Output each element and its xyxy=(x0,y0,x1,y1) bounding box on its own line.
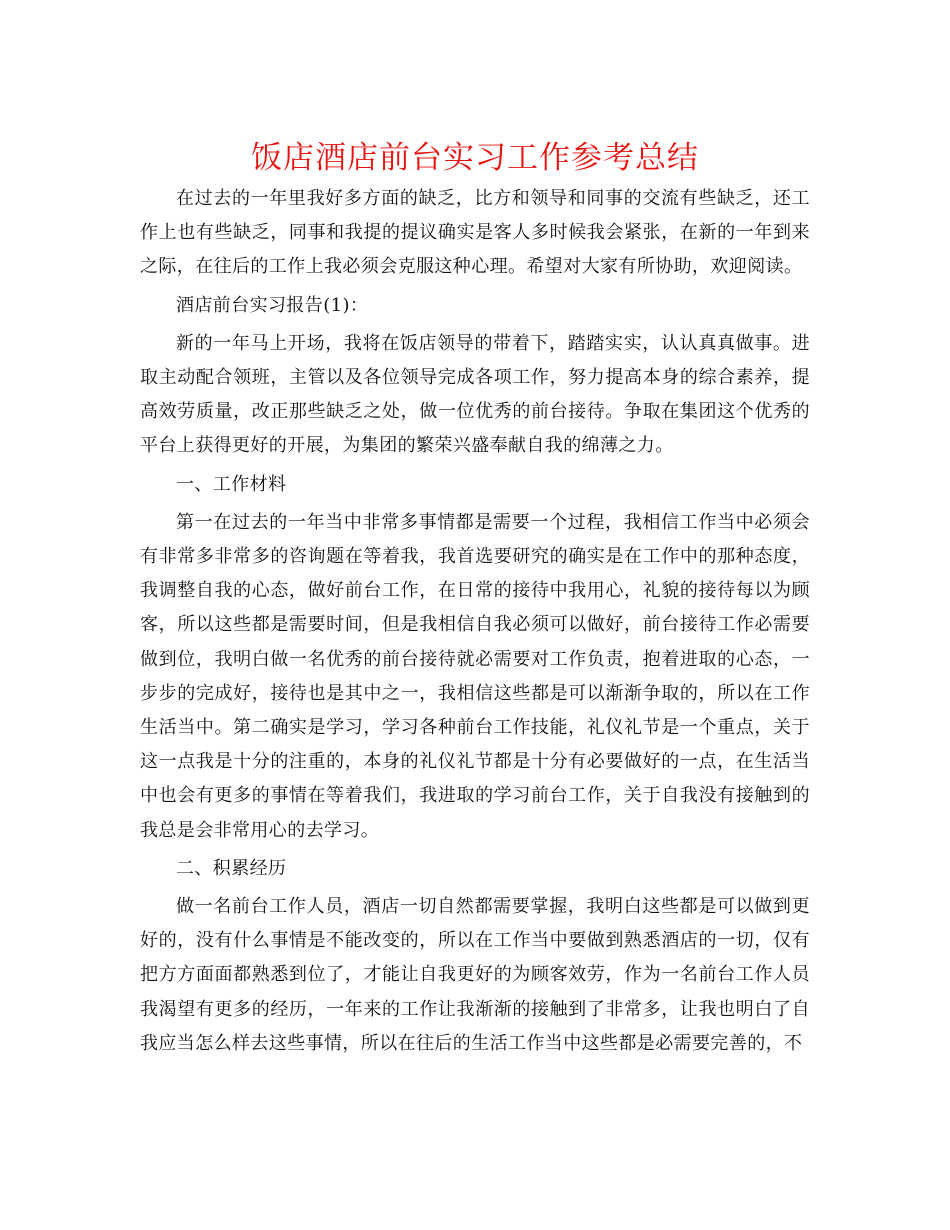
section-heading-experience: 二、积累经历 xyxy=(176,857,287,879)
intro-paragraph: 在过去的一年里我好多方面的缺乏，比方和领导和同事的交流有些缺乏，还工作上也有些缺乏，同事和我提的提议确实是客人多时候我会紧张，在新的一年到来之际，在往后的工作上我必须会克服这种心理。希望对大家有所协助，欢迎阅读。 xyxy=(140,188,810,278)
report-subtitle: 酒店前台实习报告(1)： xyxy=(176,294,369,316)
document-title: 饭店酒店前台实习工作参考总结 xyxy=(251,140,699,176)
body-paragraph: 第一在过去的一年当中非常多事情都是需要一个过程，我相信工作当中必须会有非常多非常多的咨询题在等着我，我首选要研究的确实是在工作中的那种态度，我调整自我的心态，做好前台工作，在日常的接待中我用心，礼貌的接待每以为顾客，所以这些都是需要时间，但是我相信自我必须可以做好，前台接待工作必需要做到位，我明白做一名优秀的前台接待就必需要对工作负责，抱着进取的心态，一步步的完成好，接待也是其中之一，我相信这些都是可以渐渐争取的，所以在工作生活当中。第二确实是学习，学习各种前台工作技能，礼仪礼节是一个重点，关于这一点我是十分的注重的，本身的礼仪礼节都是十分有必要做好的一点，在生活当中也会有更多的事情在等着我们，我进取的学习前台工作，关于自我没有接触到的我总是会非常用心的去学习。 xyxy=(140,511,810,841)
section-heading-work-materials: 一、工作材料 xyxy=(176,473,287,495)
body-paragraph: 做一名前台工作人员，酒店一切自然都需要掌握，我明白这些都是可以做到更好的，没有什么事情是不能改变的，所以在工作当中要做到熟悉酒店的一切，仅有把方方面面都熟悉到位了，才能让自我更好的为顾客效劳，作为一名前台工作人员我渴望有更多的经历，一年来的工作让我渐渐的接触到了非常多，让我也明白了自我应当怎么样去这些事情，所以在往后的生活工作当中这些都是必需要完善的，不 xyxy=(140,896,810,1054)
body-paragraph: 新的一年马上开场，我将在饭店领导的带着下，踏踏实实，认认真真做事。进取主动配合领班，主管以及各位领导完成各项工作，努力提高本身的综合素养，提高效劳质量，改正那些缺乏之处，做一位优秀的前台接待。争取在集团这个优秀的平台上获得更好的开展，为集团的繁荣兴盛奉献自我的绵薄之力。 xyxy=(140,332,810,457)
